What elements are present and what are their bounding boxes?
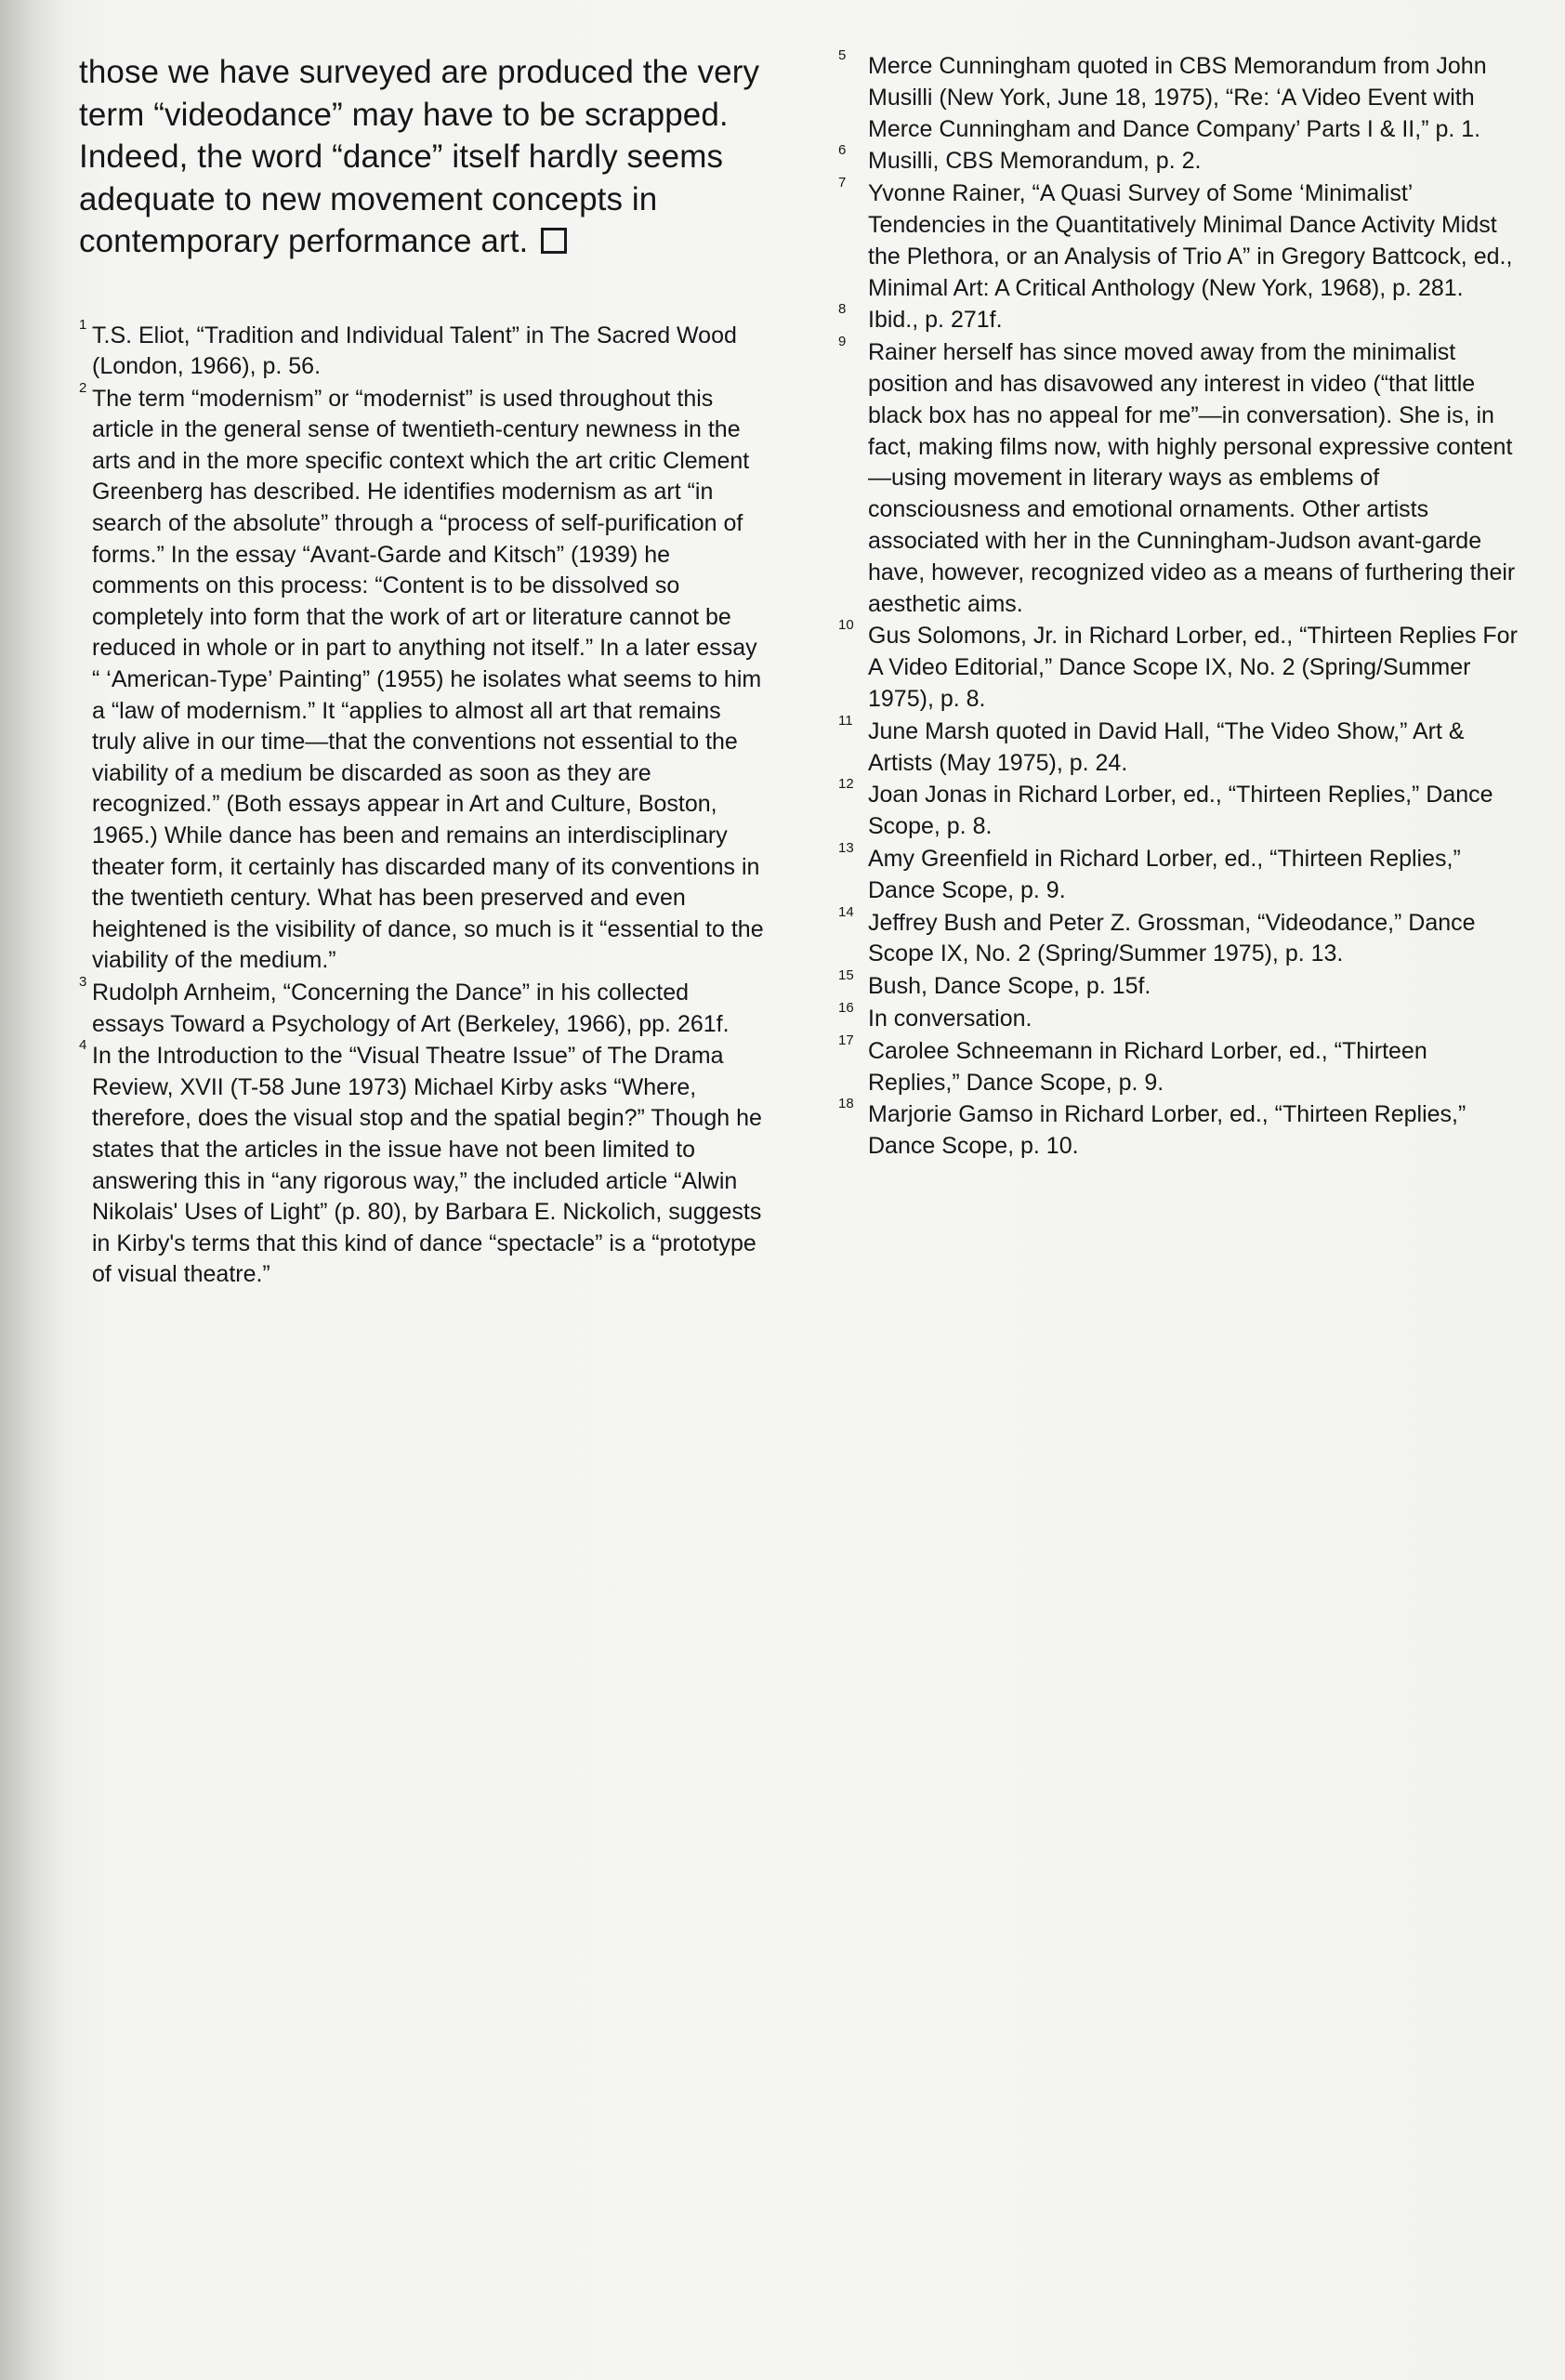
- footnote: [79, 973, 767, 1040]
- right-column: [836, 47, 1524, 1164]
- footnote-number: 9: [838, 334, 847, 350]
- footnote-number: 17: [838, 1032, 854, 1048]
- footnote-text: T.S. Eliot, “Tradition and Individual Talent” in The Sacred Wood (London, 1966), p. 56.: [92, 322, 737, 380]
- closing-paragraph-text: those we have surveyed are produced the very term “videodance” may have to be scrapped. Indeed, the word “dance” itself hardly seems adequate to new movement concepts in contemporary performance art.: [79, 54, 760, 259]
- footnote-text: Joan Jonas in Richard Lorber, ed., “Thirteen Replies,” Dance Scope, p. 8.: [868, 782, 1493, 840]
- footnote-number: 14: [838, 903, 854, 920]
- footnote-text: Bush, Dance Scope, p. 15f.: [868, 973, 1151, 1000]
- footnote-text: The term “modernism” or “modernist” is used throughout this article in the general sense of twentieth-century newness in the arts and in the more specific context which the art critic Clement Greenberg has described. He identifies modernism as art “in search of the absolute” through a “process of self-purification of forms.” In the essay “Avant-Garde and Kitsch” (1939) he comments on this process: “Content is to be dissolved so completely into form that the work of art or literature cannot be reduced in whole or in part to anything not itself.” In a later essay “ ‘American-Type’ Painting” (1955) he isolates what seems to him a “law of modernism.” It “applies to almost all art that remains truly alive in our time—that the conventions not essential to the viability of a medium be discarded as soon as they are recognized.” (Both essays appear in Art and Culture, Boston, 1965.) While dance has been and remains an interdisciplinary theater form, it certainly has discarded many of its conventions in the twentieth century. What has been preserved and even heightened is the visibility of dance, so much is it “essential to the viability of the medium.”: [92, 385, 764, 974]
- footnote: [836, 175, 1524, 304]
- footnote: [836, 776, 1524, 843]
- footnote-number: 2: [79, 379, 87, 396]
- footnote-list-right: [836, 47, 1524, 1163]
- footnote-number: 6: [838, 142, 847, 159]
- footnote-text: Marjorie Gamso in Richard Lorber, ed., “Thirteen Replies,” Dance Scope, p. 10.: [868, 1101, 1466, 1160]
- footnote: [836, 301, 1524, 336]
- footnote-text: Merce Cunningham quoted in CBS Memorandum from John Musilli (New York, June 18, 1975), “Re: ‘A Video Event with Merce Cunningham and Dance Company’ Parts I & II,” p. 1.: [868, 53, 1487, 142]
- footnote-text: Gus Solomons, Jr. in Richard Lorber, ed., “Thirteen Replies For A Video Editorial,” Dance Scope IX, No. 2 (Spring/Summer 1975), p. 8.: [868, 623, 1518, 712]
- footnote-number: 11: [838, 712, 853, 729]
- footnote-list-left: [79, 316, 767, 1291]
- footnote: [836, 334, 1524, 620]
- footnote-text: In conversation.: [868, 1005, 1032, 1032]
- footnote-text: June Marsh quoted in David Hall, “The Video Show,” Art & Artists (May 1975), p. 24.: [868, 717, 1465, 776]
- footnote-number: 12: [838, 776, 854, 793]
- footnote: [836, 903, 1524, 971]
- footnote: [79, 1037, 767, 1291]
- footnote-number: 13: [838, 839, 854, 856]
- left-column: [79, 51, 767, 1292]
- footnote: [836, 617, 1524, 715]
- footnote-text: Ibid., p. 271f.: [868, 307, 1003, 334]
- footnote: [836, 1096, 1524, 1163]
- closing-paragraph: [79, 51, 767, 263]
- footnote: [79, 316, 767, 383]
- footnote-number: 1: [79, 316, 87, 333]
- footnote-text: Musilli, CBS Memorandum, p. 2.: [868, 148, 1202, 175]
- footnote-number: 18: [838, 1096, 854, 1112]
- footnote-number: 16: [838, 999, 854, 1016]
- footnote-number: 8: [838, 301, 847, 318]
- footnote: [836, 712, 1524, 780]
- footnote-text: Jeffrey Bush and Peter Z. Grossman, “Videodance,” Dance Scope IX, No. 2 (Spring/Summer 1975), p. 13.: [868, 909, 1476, 967]
- footnote-text: Amy Greenfield in Richard Lorber, ed., “Thirteen Replies,” Dance Scope, p. 9.: [868, 845, 1461, 903]
- footnote: [836, 839, 1524, 907]
- footnote-text: Carolee Schneemann in Richard Lorber, ed., “Thirteen Replies,” Dance Scope, p. 9.: [868, 1037, 1427, 1096]
- footnote-number: 7: [838, 175, 847, 191]
- footnote-text: Yvonne Rainer, “A Quasi Survey of Some ‘Minimalist’ Tendencies in the Quantitatively Minimal Dance Activity Midst the Plethora, or an Analysis of Trio A” in Gregory Battcock, ed., Minimal Art: A Critical Anthology (New York, 1968), p. 281.: [868, 180, 1513, 301]
- footnote-number: 15: [838, 967, 854, 984]
- footnote-number: 5: [838, 47, 847, 63]
- footnote-number: 4: [79, 1037, 87, 1054]
- end-of-article-mark: [541, 228, 567, 254]
- footnote: [836, 999, 1524, 1035]
- page-gutter-shadow: [0, 0, 65, 2380]
- footnote: [79, 379, 767, 977]
- footnote-number: 10: [838, 617, 854, 634]
- footnote-text: In the Introduction to the “Visual Theatre Issue” of The Drama Review, XVII (T-58 June 1973) Michael Kirby asks “Where, therefore, does the visual stop and the spatial begin?” Though he states that the articles in the issue have not been limited to answering this in “any rigorous way,” the included article “Alwin Nikolais' Uses of Light” (p. 80), by Barbara E. Nickolich, suggests in Kirby's terms that this kind of dance “spectacle” is a “prototype of visual theatre.”: [92, 1043, 762, 1288]
- footnote: [836, 1032, 1524, 1099]
- footnote: [836, 142, 1524, 178]
- footnote: [836, 967, 1524, 1003]
- footnote: [836, 47, 1524, 145]
- footnote-text: Rainer herself has since moved away from the minimalist position and has disavowed any interest in video (“that little black box has no appeal for me”—in conversation). She is, in fact, making films now, with highly personal expressive content—using movement in literary ways as emblems of consciousness and emotional ornaments. Other artists associated with her in the Cunningham-Judson avant-garde have, however, recognized video as a means of furthering their aesthetic aims.: [868, 339, 1516, 617]
- footnote-number: 3: [79, 973, 87, 990]
- footnote-text: Rudolph Arnheim, “Concerning the Dance” in his collected essays Toward a Psychology of Art (Berkeley, 1966), pp. 261f.: [92, 979, 730, 1037]
